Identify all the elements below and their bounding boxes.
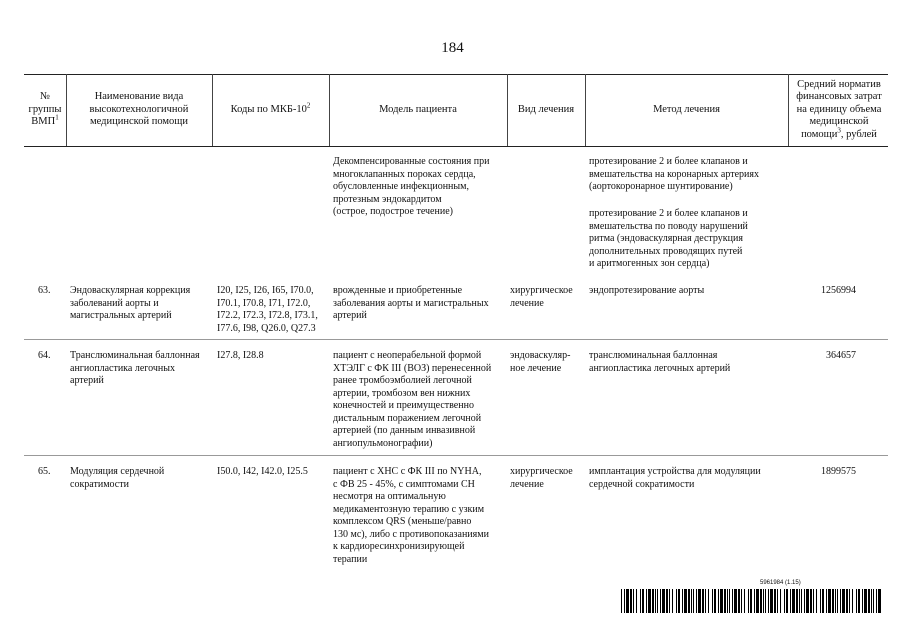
barcode-bar bbox=[705, 589, 706, 613]
barcode-bar bbox=[842, 589, 845, 613]
barcode bbox=[621, 589, 883, 613]
barcode-bar bbox=[727, 589, 728, 613]
average-cost: 1899575 bbox=[821, 466, 856, 477]
barcode-bar bbox=[822, 589, 824, 613]
barcode-bar bbox=[750, 589, 752, 613]
barcode-bar bbox=[846, 589, 848, 613]
barcode-bar bbox=[832, 589, 834, 613]
barcode-bar bbox=[652, 589, 654, 613]
barcode-bar bbox=[804, 589, 805, 613]
barcode-bar bbox=[666, 589, 668, 613]
barcode-bar bbox=[630, 589, 632, 613]
row-divider bbox=[24, 455, 888, 456]
barcode-bar bbox=[777, 589, 778, 613]
header-patient-model: Модель пациента bbox=[379, 103, 457, 115]
average-cost: 364657 bbox=[826, 350, 856, 361]
continuation-method-1: протезирование 2 и более клапанов и вмешательства на коронарных артериях (аортокоронарное шунтирование) bbox=[589, 156, 759, 192]
barcode-bar bbox=[662, 589, 665, 613]
barcode-bar bbox=[738, 589, 740, 613]
barcode-bar bbox=[813, 589, 814, 613]
column-divider bbox=[212, 74, 213, 146]
barcode-bar bbox=[732, 589, 733, 613]
barcode-bar bbox=[646, 589, 647, 613]
treatment-method: имплантация устройства для модуляции сердечной сократимости bbox=[589, 466, 761, 490]
barcode-bar bbox=[626, 589, 629, 613]
barcode-bar bbox=[640, 589, 641, 613]
barcode-bar bbox=[636, 589, 637, 613]
care-type-name: Транслюминальная баллонная ангиопластика легочных артерий bbox=[70, 350, 200, 386]
icd-codes: I50.0, I42, I42.0, I25.5 bbox=[217, 466, 308, 477]
barcode-bar bbox=[696, 589, 697, 613]
barcode-bar bbox=[744, 589, 745, 613]
column-divider bbox=[329, 74, 330, 146]
barcode-bar bbox=[864, 589, 867, 613]
barcode-bar bbox=[801, 589, 802, 613]
header-group-number: № группы ВМП$^1$ bbox=[28, 91, 62, 128]
barcode-bar bbox=[820, 589, 821, 613]
barcode-bar bbox=[648, 589, 651, 613]
barcode-bar bbox=[633, 589, 634, 613]
care-type-name: Модуляция сердечной сократимости bbox=[70, 466, 165, 490]
barcode-bar bbox=[770, 589, 773, 613]
barcode-bar bbox=[729, 589, 730, 613]
barcode-bar bbox=[856, 589, 857, 613]
patient-model: пациент с неоперабельной формой ХТЭЛГ с ФК III (ВОЗ) перенесенной ранее тромбоэмболией легочной артерии, тромбозом вен нижних конечностей и преимущественно дистальным поражением легочной артерией (по данным инвазивной ангиопульмонографии) bbox=[333, 350, 492, 449]
treatment-method: транслюминальная баллонная ангиопластика легочных артерий bbox=[589, 350, 731, 374]
barcode-bar bbox=[720, 589, 723, 613]
barcode-bar bbox=[810, 589, 812, 613]
header-icd-codes: Коды по МКБ-$10^2$ bbox=[230, 101, 311, 115]
barcode-bar bbox=[792, 589, 795, 613]
barcode-bar bbox=[624, 589, 625, 613]
care-type-name: Эндоваскулярная коррекция заболеваний аорты и магистральных артерий bbox=[70, 285, 191, 321]
barcode-number: 5961984 (1.15) bbox=[760, 580, 801, 586]
barcode-bar bbox=[790, 589, 791, 613]
barcode-bar bbox=[712, 589, 713, 613]
barcode-bar bbox=[852, 589, 853, 613]
header-treatment-method: Метод лечения bbox=[653, 103, 720, 115]
barcode-bar bbox=[799, 589, 800, 613]
barcode-bar bbox=[806, 589, 809, 613]
barcode-bar bbox=[873, 589, 874, 613]
barcode-bar bbox=[765, 589, 766, 613]
barcode-bar bbox=[741, 589, 742, 613]
barcode-bar bbox=[718, 589, 719, 613]
treatment-type: хирургическое лечение bbox=[510, 466, 573, 490]
row-number: 63. bbox=[38, 285, 51, 296]
column-divider bbox=[585, 74, 586, 146]
header-care-type: Наименование вида высокотехнологичной медицинской помощи bbox=[89, 91, 189, 128]
barcode-bar bbox=[655, 589, 656, 613]
patient-model: пациент с ХНС с ФК III по NYHA, с ФВ 25 - 45%, с симптомами СН несмотря на оптимальную медикаментозную терапию с узким комплексом QRS (меньше/равно 130 мс), либо с противопоказаниями к кардиоресинхронизирующей терапии bbox=[333, 466, 489, 565]
treatment-type: хирургическое лечение bbox=[510, 285, 573, 309]
barcode-bar bbox=[871, 589, 872, 613]
barcode-bar bbox=[657, 589, 658, 613]
barcode-bar bbox=[702, 589, 704, 613]
row-divider bbox=[24, 339, 888, 340]
column-divider bbox=[788, 74, 789, 146]
barcode-bar bbox=[672, 589, 673, 613]
column-divider bbox=[507, 74, 508, 146]
barcode-bar bbox=[878, 589, 881, 613]
barcode-bar bbox=[840, 589, 841, 613]
barcode-bar bbox=[763, 589, 764, 613]
barcode-bar bbox=[691, 589, 692, 613]
barcode-bar bbox=[784, 589, 785, 613]
column-divider bbox=[66, 74, 67, 146]
barcode-bar bbox=[837, 589, 838, 613]
barcode-bar bbox=[714, 589, 716, 613]
barcode-bar bbox=[754, 589, 755, 613]
continuation-patient-model: Декомпенсированные состояния при многоклапанных пороках сердца, обусловленные инфекционным, протезным эндокардитом (острое, подострое течение) bbox=[333, 156, 490, 217]
barcode-bar bbox=[828, 589, 831, 613]
row-number: 64. bbox=[38, 350, 51, 361]
table-header-bottom-border bbox=[24, 146, 888, 147]
barcode-bar bbox=[682, 589, 683, 613]
barcode-bar bbox=[724, 589, 726, 613]
patient-model: врожденные и приобретенные заболевания аорты и магистральных артерий bbox=[333, 285, 489, 321]
barcode-bar bbox=[786, 589, 788, 613]
barcode-bar bbox=[826, 589, 827, 613]
barcode-bar bbox=[760, 589, 762, 613]
barcode-bar bbox=[684, 589, 687, 613]
treatment-type: эндоваскуляр- ное лечение bbox=[510, 350, 571, 374]
barcode-bar bbox=[876, 589, 877, 613]
barcode-bar bbox=[748, 589, 749, 613]
barcode-bar bbox=[693, 589, 694, 613]
page-number: 184 bbox=[441, 40, 464, 56]
continuation-method-2: протезирование 2 и более клапанов и вмешательства по поводу нарушений ритма (эндоваскулярная деструкция дополнительных проводящих путей и аритмогенных зон сердца) bbox=[589, 208, 748, 269]
barcode-bar bbox=[676, 589, 677, 613]
barcode-bar bbox=[678, 589, 680, 613]
header-average-cost: Средний норматив финансовых затрат на единицу объема медицинской помощи$^3$, рублей bbox=[796, 78, 882, 140]
row-number: 65. bbox=[38, 466, 51, 477]
barcode-bar bbox=[868, 589, 870, 613]
barcode-bar bbox=[642, 589, 644, 613]
barcode-bar bbox=[734, 589, 737, 613]
barcode-bar bbox=[858, 589, 860, 613]
barcode-bar bbox=[688, 589, 690, 613]
icd-codes: I27.8, I28.8 bbox=[217, 350, 264, 361]
barcode-bar bbox=[796, 589, 798, 613]
icd-codes: I20, I25, I26, I65, I70.0, I70.1, I70.8, I71, I72.0, I72.2, I72.3, I72.8, I73.1, I77.6, I98, Q26.0, Q27.3 bbox=[217, 285, 318, 334]
barcode-bar bbox=[698, 589, 701, 613]
barcode-bar bbox=[621, 589, 622, 613]
barcode-bar bbox=[774, 589, 776, 613]
barcode-bar bbox=[835, 589, 836, 613]
barcode-bar bbox=[780, 589, 781, 613]
barcode-bar bbox=[862, 589, 863, 613]
header-treatment-type: Вид лечения bbox=[517, 103, 575, 115]
barcode-bar bbox=[708, 589, 709, 613]
barcode-bar bbox=[669, 589, 670, 613]
barcode-bar bbox=[660, 589, 661, 613]
treatment-method: эндопротезирование аорты bbox=[589, 285, 705, 296]
barcode-bar bbox=[816, 589, 817, 613]
barcode-bar bbox=[768, 589, 769, 613]
barcode-bar bbox=[849, 589, 850, 613]
barcode-bar bbox=[756, 589, 759, 613]
average-cost: 1256994 bbox=[821, 285, 856, 296]
